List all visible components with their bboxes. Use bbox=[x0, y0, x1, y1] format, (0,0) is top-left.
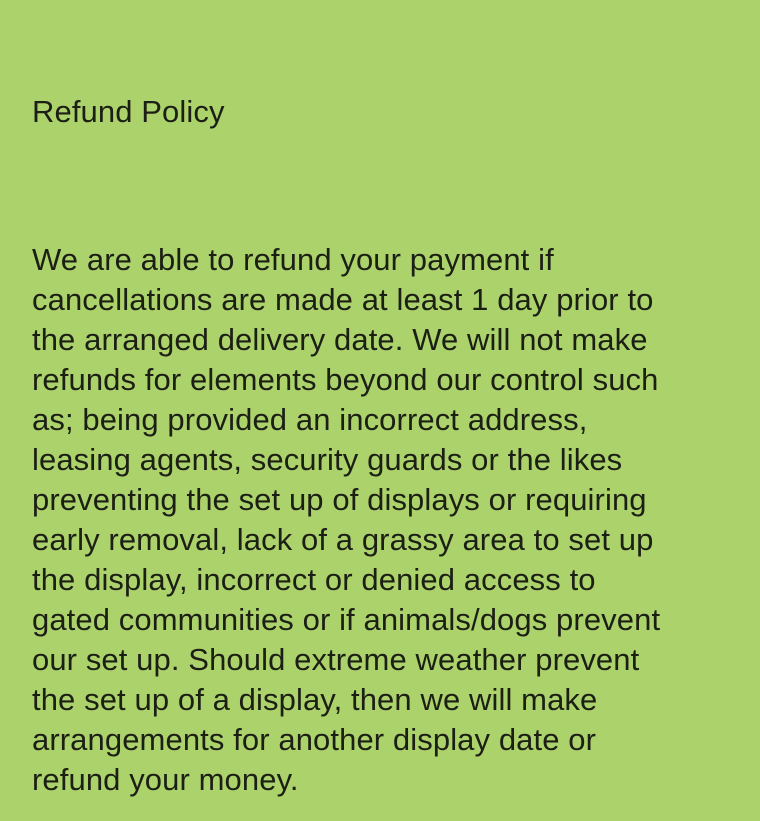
paragraph-line: arrangements for another display date or bbox=[32, 722, 597, 757]
refund-policy-paragraph bbox=[32, 240, 732, 800]
page-title: Refund Policy bbox=[32, 94, 225, 129]
paragraph-line: preventing the set up of displays or requiring bbox=[32, 482, 647, 517]
paragraph-line: as; being provided an incorrect address, bbox=[32, 402, 588, 437]
paragraph-line: the display, incorrect or denied access to bbox=[32, 562, 596, 597]
paragraph-line: leasing agents, security guards or the likes bbox=[32, 442, 623, 477]
paragraph-line: the set up of a display, then we will make bbox=[32, 682, 598, 717]
paragraph-line: the arranged delivery date. We will not make bbox=[32, 322, 648, 357]
paragraph-line: gated communities or if animals/dogs prevent bbox=[32, 602, 661, 637]
paragraph-line: refund your money. bbox=[32, 762, 299, 797]
paragraph-line: refunds for elements beyond our control such bbox=[32, 362, 659, 397]
paragraph-line: early removal, lack of a grassy area to set up bbox=[32, 522, 654, 557]
paragraph-line: our set up. Should extreme weather prevent bbox=[32, 642, 640, 677]
paragraph-line: cancellations are made at least 1 day prior to bbox=[32, 282, 654, 317]
paragraph-line: We are able to refund your payment if bbox=[32, 242, 554, 277]
